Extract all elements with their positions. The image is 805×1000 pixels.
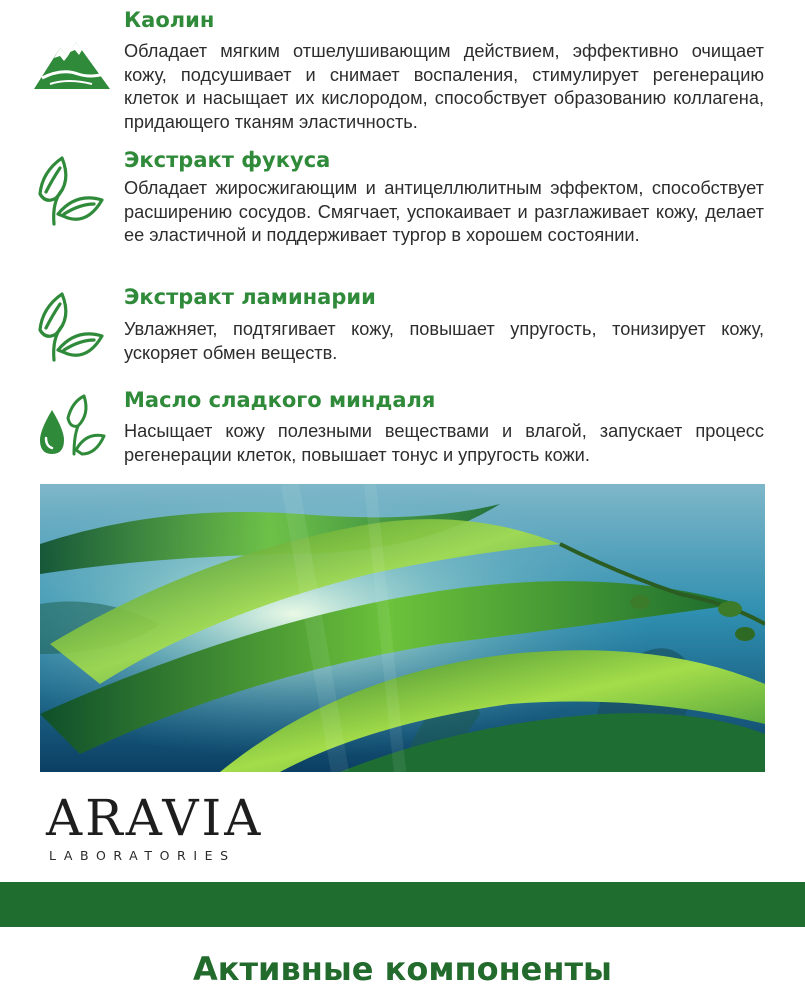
- leaves-icon: [32, 288, 112, 368]
- ingredient-description: Обладает мягким отшелушивающим действием, эффективно очищает кожу, подсушивает и снимает воспаления, стимулирует регенерацию клеток и насыщает их кислородом, способствует образованию коллагена, придающего тканям эластичность.: [124, 41, 764, 132]
- ingredient-title: Масло сладкого миндаля: [124, 388, 436, 412]
- green-divider-band: [0, 882, 805, 927]
- leaves-icon: [32, 152, 112, 232]
- ingredient-description: Обладает жиросжигающим и антицеллюлитным эффектом, способствует расширению сосудов. Смягчает, успокаивает и разглаживает кожу, делает ее эластичной и поддерживает тургор в хорошем состоянии.: [124, 178, 764, 245]
- ingredient-title: Экстракт фукуса: [124, 148, 331, 172]
- ingredient-description: Увлажняет, подтягивает кожу, повышает упругость, тонизирует кожу, ускоряет обмен веществ.: [124, 319, 764, 363]
- ingredient-title: Каолин: [124, 8, 215, 32]
- brand-name: ARAVIA: [46, 789, 264, 847]
- brand-subtitle: LABORATORIES: [49, 848, 236, 863]
- brand-logo: [46, 790, 263, 863]
- section-title: Активные компоненты: [193, 950, 612, 988]
- ingredient-title: Экстракт ламинарии: [124, 285, 376, 309]
- ingredient-description: Насыщает кожу полезными веществами и влагой, запускает процесс регенерации клеток, повышает тонус и упругость кожи.: [124, 421, 764, 465]
- kelp-underwater-photo: [40, 484, 765, 772]
- mountain-icon: [32, 34, 112, 114]
- oil-drop-leaf-icon: [32, 392, 112, 472]
